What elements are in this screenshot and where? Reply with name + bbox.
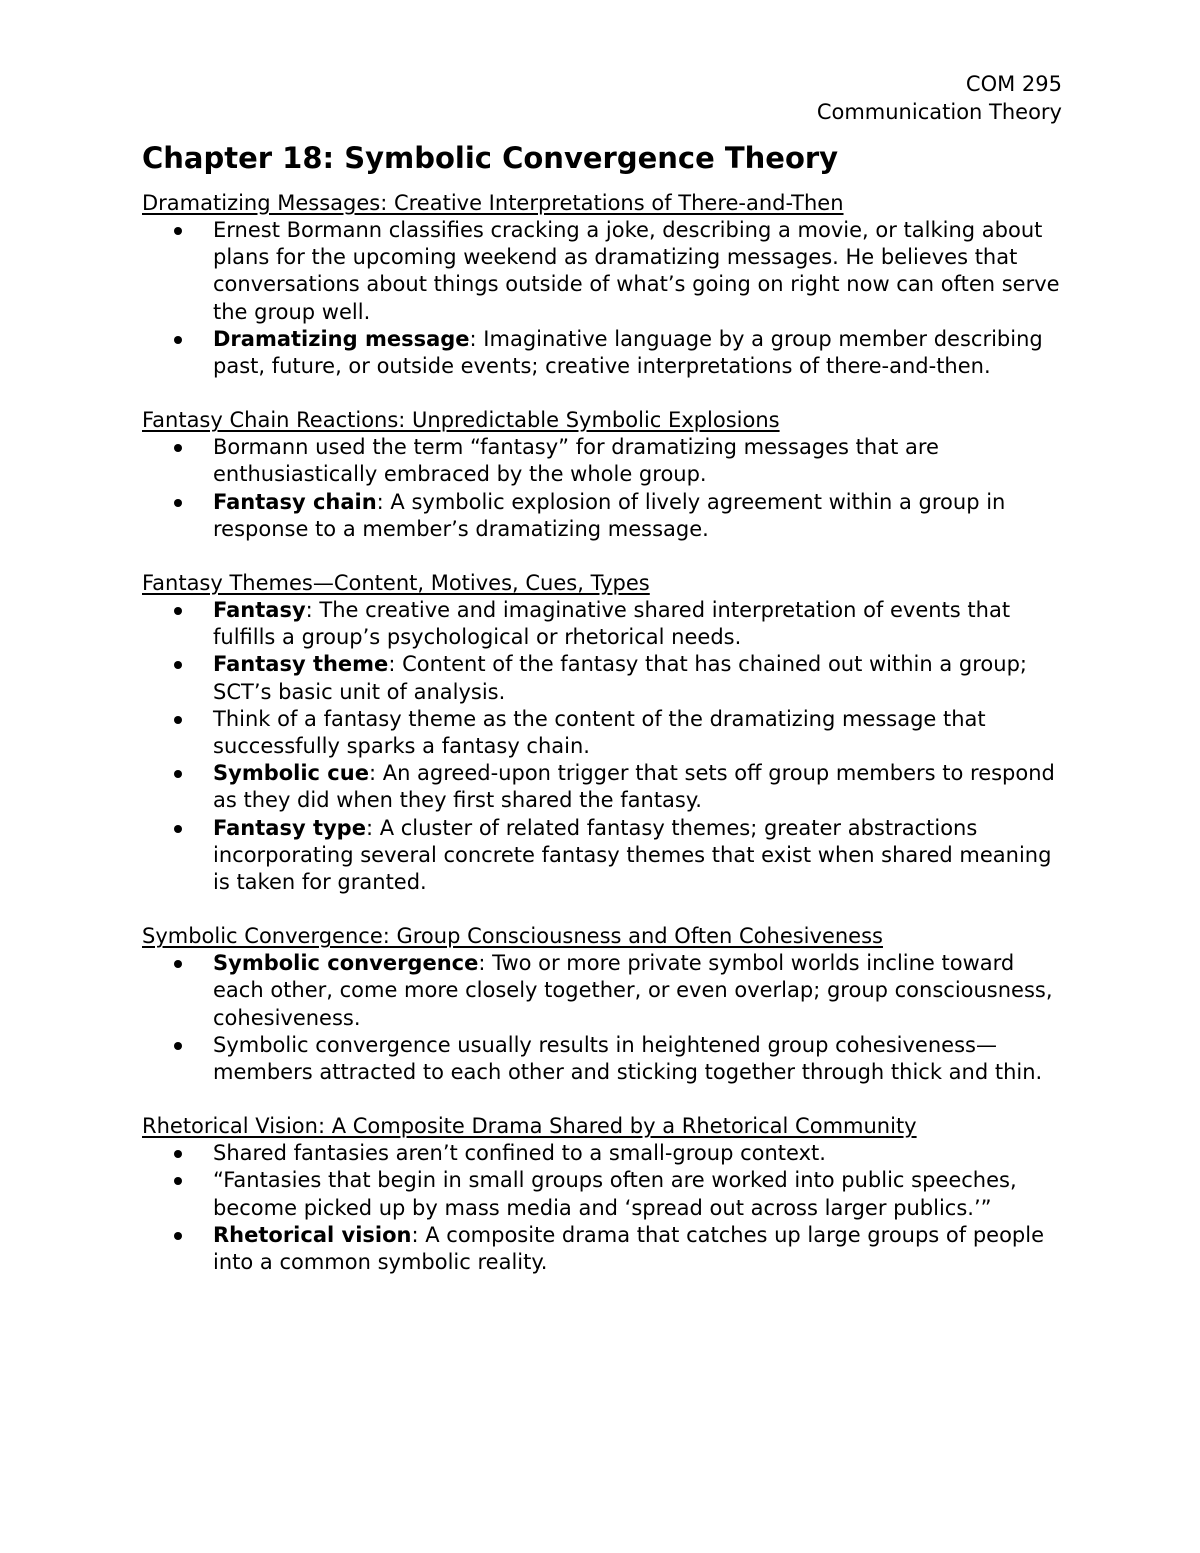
section-symbolic-convergence bbox=[142, 923, 1062, 1086]
term: Symbolic convergence bbox=[213, 951, 479, 976]
document-page bbox=[142, 70, 1062, 1303]
section-heading: Fantasy Themes—Content, Motives, Cues, Types bbox=[142, 571, 650, 596]
list-item bbox=[142, 489, 1062, 543]
list-item bbox=[142, 706, 1062, 760]
bullet-icon bbox=[174, 770, 182, 778]
bullet-icon bbox=[174, 607, 182, 615]
item-text: Symbolic convergence usually results in heightened group cohesiveness—members attracted to each other and sticking together through thick and thin. bbox=[213, 1032, 1043, 1085]
term: Fantasy bbox=[213, 598, 306, 623]
list-item bbox=[142, 1032, 1062, 1086]
section-heading: Rhetorical Vision: A Composite Drama Shared by a Rhetorical Community bbox=[142, 1114, 917, 1139]
item-text: Bormann used the term “fantasy” for dramatizing messages that are enthusiastically embraced by the whole group. bbox=[213, 435, 939, 487]
bullet-list bbox=[142, 217, 1062, 380]
term: Dramatizing message bbox=[213, 326, 470, 351]
list-item bbox=[142, 950, 1062, 1032]
list-item bbox=[142, 1140, 1062, 1167]
item-text: “Fantasies that begin in small groups often are worked into public speeches, become picked up by mass media and ‘spread out across larger publics.’” bbox=[213, 1168, 1017, 1220]
list-item bbox=[142, 1222, 1062, 1276]
item-text: : The creative and imaginative shared interpretation of events that fulfills a group’s psychological or rhetorical needs. bbox=[213, 598, 1011, 650]
bullet-icon bbox=[174, 960, 182, 968]
item-text: : Content of the fantasy that has chained out within a group; SCT’s basic unit of analysis. bbox=[213, 652, 1027, 704]
bullet-icon bbox=[174, 825, 182, 833]
bullet-icon bbox=[174, 1177, 182, 1185]
list-item bbox=[142, 597, 1062, 651]
item-text: : An agreed-upon trigger that sets off group members to respond as they did when they first shared the fantasy. bbox=[213, 761, 1055, 813]
section-fantasy-chain-reactions bbox=[142, 407, 1062, 543]
section-heading: Symbolic Convergence: Group Consciousness and Often Cohesiveness bbox=[142, 924, 883, 949]
item-text: Think of a fantasy theme as the content of the dramatizing message that successfully sparks a fantasy chain. bbox=[213, 706, 986, 759]
section-rhetorical-vision bbox=[142, 1113, 1062, 1276]
section-fantasy-themes bbox=[142, 570, 1062, 896]
term: Fantasy chain bbox=[213, 489, 377, 514]
page-header bbox=[142, 70, 1062, 126]
list-item bbox=[142, 1167, 1062, 1221]
bullet-list bbox=[142, 434, 1062, 543]
list-item bbox=[142, 760, 1062, 814]
course-code: COM 295 bbox=[965, 72, 1062, 96]
bullet-list bbox=[142, 950, 1062, 1086]
item-text: Ernest Bormann classifies cracking a joke, describing a movie, or talking about plans for the upcoming weekend as dramatizing messages. He believes that conversations about things outside of what’s going on right now can often serve the group well. bbox=[213, 218, 1060, 324]
section-dramatizing-messages bbox=[142, 190, 1062, 380]
term: Fantasy type bbox=[213, 815, 366, 840]
course-subject: Communication Theory bbox=[816, 100, 1062, 124]
bullet-icon bbox=[174, 716, 182, 724]
section-heading: Fantasy Chain Reactions: Unpredictable Symbolic Explosions bbox=[142, 408, 780, 433]
bullet-icon bbox=[174, 336, 182, 344]
list-item bbox=[142, 326, 1062, 380]
bullet-icon bbox=[174, 444, 182, 452]
bullet-icon bbox=[174, 227, 182, 235]
term: Symbolic cue bbox=[213, 761, 369, 786]
bullet-icon bbox=[174, 499, 182, 507]
item-text: : A composite drama that catches up large groups of people into a common symbolic reality. bbox=[213, 1222, 1045, 1275]
bullet-icon bbox=[174, 1042, 182, 1050]
list-item bbox=[142, 434, 1062, 488]
item-text: : Two or more private symbol worlds incline toward each other, come more closely together, or even overlap; group consciousness, cohesiveness. bbox=[213, 951, 1053, 1030]
term: Rhetorical vision bbox=[213, 1222, 412, 1247]
bullet-icon bbox=[174, 1232, 182, 1240]
bullet-list bbox=[142, 597, 1062, 896]
bullet-icon bbox=[174, 661, 182, 669]
section-heading: Dramatizing Messages: Creative Interpretations of There-and-Then bbox=[142, 191, 844, 215]
item-text: Shared fantasies aren’t confined to a small-group context. bbox=[213, 1141, 826, 1166]
term: Fantasy theme bbox=[213, 652, 389, 677]
list-item bbox=[142, 815, 1062, 897]
list-item bbox=[142, 217, 1062, 326]
item-text: : A symbolic explosion of lively agreement within a group in response to a member’s dramatizing message. bbox=[213, 489, 1006, 541]
item-text: : Imaginative language by a group member describing past, future, or outside events; creative interpretations of there-and-then. bbox=[213, 326, 1043, 379]
bullet-icon bbox=[174, 1150, 182, 1158]
item-text: : A cluster of related fantasy themes; greater abstractions incorporating several concrete fantasy themes that exist when shared meaning is taken for granted. bbox=[213, 815, 1052, 895]
bullet-list bbox=[142, 1140, 1062, 1276]
list-item bbox=[142, 651, 1062, 705]
chapter-title: Chapter 18: Symbolic Convergence Theory bbox=[142, 141, 839, 175]
